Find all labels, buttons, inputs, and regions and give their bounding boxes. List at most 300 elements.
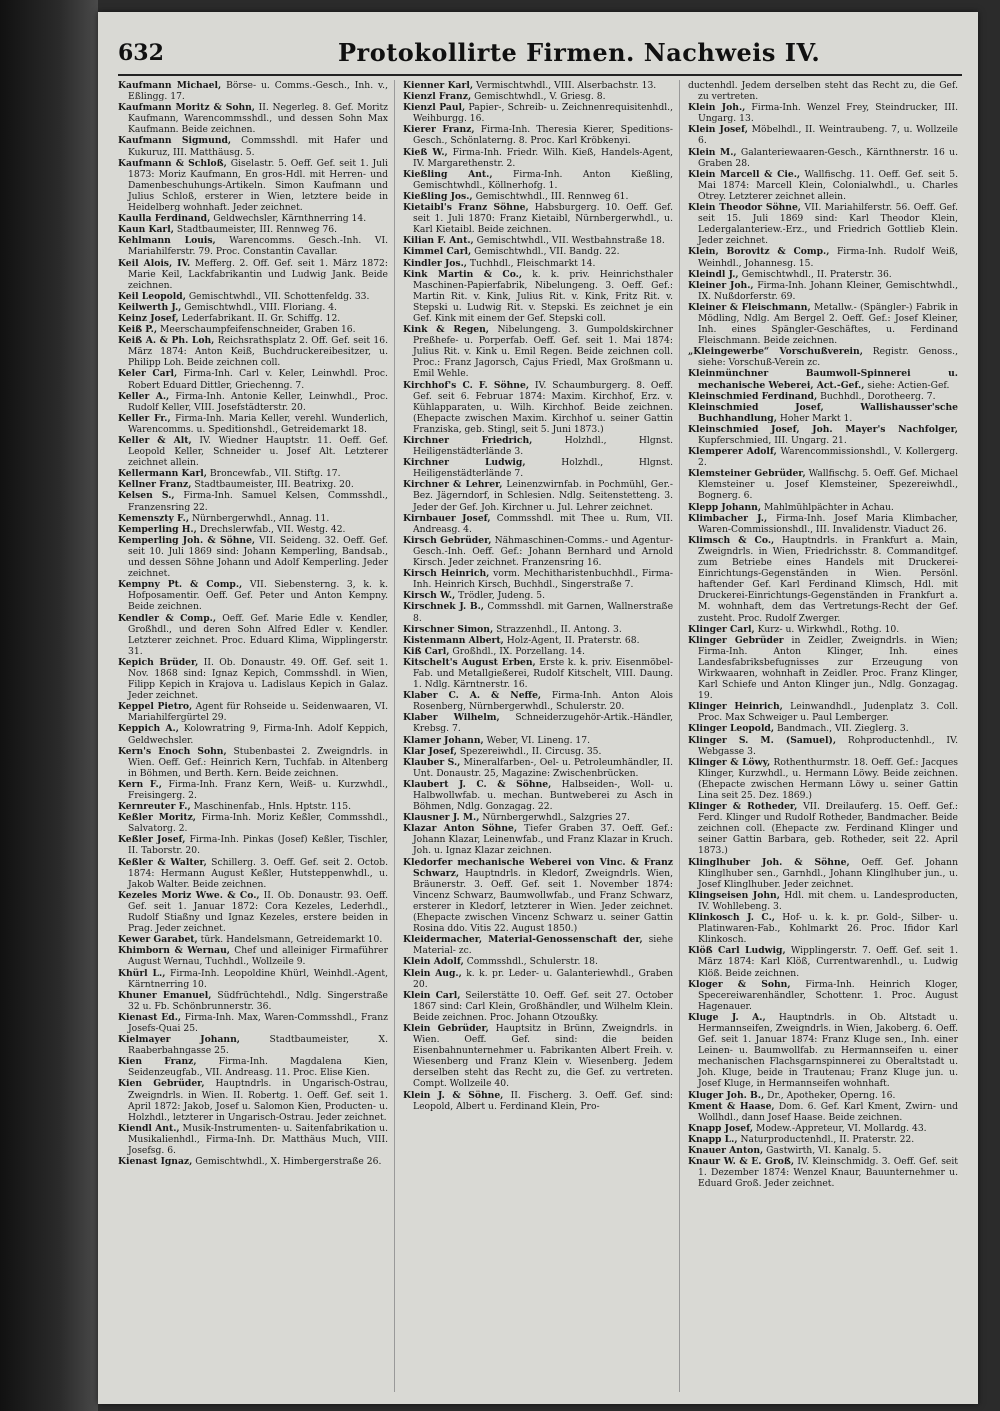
directory-entry (403, 712, 673, 734)
directory-entry (118, 613, 388, 657)
directory-entry (118, 524, 388, 535)
firm-details: Rohproductenhdl., IV. Webgasse 3. (698, 734, 958, 757)
firm-name: Kieß W., (403, 146, 448, 158)
firm-details: Musik-Instrumenten- u. Saitenfabrikation u. Musikalienhdl., Firma-Inh. Dr. Matthäus Much, VIII. Josefsg. 6. (128, 1122, 388, 1156)
firm-name: Kirchhof's C. F. Söhne, (403, 379, 530, 391)
firm-details: Meerschaumpfeifenschneider, Graben 16. (160, 324, 356, 336)
firm-details: Mahlmühlpächter in Achau. (763, 501, 894, 513)
firm-details: Stubenbastei 2. Zweigndrls. in Wien. Oeff. Gef.: Heinrich Kern, Tuchfab. in Altenberg in Böhmen, und Berth. Kern. Beide zeichnen. (128, 745, 389, 779)
firm-name: Kemperling H., (118, 523, 197, 535)
firm-name: Klein Aug., (403, 967, 462, 979)
firm-details: Möbelhdl., II. Weintraubeng. 7, u. Wollzeile 6. (698, 124, 958, 147)
firm-details: VII. Siebensterng. 3, k. k. Hofposamentir. Oeff. Gef. Peter und Anton Kempny. Beide zeichnen. (128, 579, 388, 613)
directory-entry (403, 479, 673, 512)
firm-details: Vermischtwhdl., VIII. Alserbachstr. 13. (475, 80, 657, 91)
directory-entry (403, 147, 673, 169)
directory-entry (688, 723, 958, 734)
firm-name: Kment & Haase, (688, 1100, 775, 1112)
directory-entry (403, 757, 673, 779)
firm-name: Kelsen S., (118, 490, 175, 502)
directory-entry (688, 1101, 958, 1123)
firm-details: Gemischtwhdl., X. Himbergerstraße 26. (195, 1156, 382, 1168)
firm-details: Commsshdl. mit Hafer und Kukuruz, III. Matthäusg. 5. (128, 135, 388, 158)
directory-entry (118, 746, 388, 779)
firm-details: Kurz- u. Wirkwhdl., Rothg. 10. (757, 623, 900, 635)
directory-entry (403, 169, 673, 191)
firm-name: Klaber Wilhelm, (403, 712, 500, 724)
firm-details: Stadtbaumeister, III. Rennweg 76. (176, 224, 337, 236)
directory-entry (403, 435, 673, 457)
firm-details: Südfrüchtehdl., Ndlg. Singerstraße 32 u. Fb. Schönbrunnerstr. 36. (128, 989, 388, 1012)
firm-details: Firma-Inh. Rudolf Weiß, Weinhdl., Johannesg. 15. (698, 246, 959, 269)
firm-details: Chef und alleiniger Firmaführer August Wernau, Tuchhdl., Wollzeile 9. (128, 945, 389, 968)
firm-name: Kellner Franz, (118, 479, 192, 491)
firm-name: Kirsch W., (403, 590, 456, 602)
directory-entry (118, 857, 388, 890)
firm-details: Geldwechsler, Kärnthnerring 14. (213, 213, 367, 225)
directory-entry (118, 102, 388, 135)
firm-name: Klein Adolf, (403, 956, 464, 968)
directory-entry (118, 468, 388, 479)
firm-name: Keil Leopold, (118, 290, 186, 302)
firm-name: Kirchner Friedrich, (403, 435, 533, 446)
directory-entry (688, 147, 958, 169)
directory-entry (688, 635, 958, 702)
firm-name: Klinger Heinrich, (688, 701, 783, 713)
firm-details: Firma-Inh. Antonie Keller, Leinwhdl., Proc. Rudolf Keller, VIII. Josefstädterstr. 20. (128, 390, 389, 413)
firm-details: Firma-Inh. Franz Kern, Weiß- u. Kurzwhdl., Freisingerg. 2. (128, 778, 389, 801)
firm-details: Habsburgerg. 10. Oeff. Gef. seit 1. Juli 1870: Franz Kietaibl, Nürnbergerwhdl., u. Karl Kietaibl. Beide zeichnen. (413, 202, 673, 236)
firm-details: Kolowratring 9, Firma-Inh. Adolf Keppich, Geldwechsler. (128, 723, 388, 746)
firm-details: Hauptndrls. in Ob. Altstadt u. Hermannseifen, Zweigndrls. in Wien, Jakoberg. 6. Oeff. Gef. seit 1. Januar 1874: Franz Kluge sen., Inh. einer Leinen- u. Baumwollfab. zu Hermannseifen u. einer mechanischen Flachsgarnspinnerei zu Oberaltstadt u. Joh. Kluge, beide in Trautenau; Franz Kluge jun. u. Josef Kluge, in Hermannseifen wohnhaft. (698, 1011, 958, 1090)
firm-details: Oeff. Gef. Johann Klinglhuber sen., Garnhdl., Johann Klinglhuber jun., u. Josef Klinglhuber. Jeder zeichnet. (698, 856, 958, 890)
firm-details: Hauptndrls. in Kledorf, Zweigndrls. Wien, Bräunerstr. 3. Oeff. Gef. seit 1. November 1874: Vincenz Schwarz, Baumwollwfab., und Franz Schwarz, ersterer in Kledorf, letzterer in Wien. Jeder zeichnet. (Ehepacte zwischen Vincenz Schwarz u. seiner Gattin Rosina ddo. Vitis 22. August 1850.) (413, 867, 673, 935)
firm-details: Nähmaschinen-Comms.- und Agentur-Gesch.-Inh. Oeff. Gef.: Johann Bernhard und Arnold Kirsch. Jeder zeichnet. Franzensring 16. (413, 534, 673, 569)
directory-entry (688, 102, 958, 124)
scan-background (0, 0, 98, 1411)
directory-entry (403, 857, 673, 935)
directory-entry (688, 513, 958, 535)
directory-entry (403, 990, 673, 1023)
firm-details: Hauptndrls. in Frankfurt a. Main, Zweigndrls. in Wien, Friedrichsstr. 8. Commanditgef. zum Betriebe eines Handels mit Druckerei-Einrichtungs-Gegenständen in Wien. Persönl. haftender Gef. Karl Ferdinand Klimsch, Hdl. mit Druckerei-Einrichtungs-Gegenständen in Frankfurt a. M. wohnhaft, dem das Vertretungs-Recht der Gef. zusteht. Proc. Rudolf Zwerger. (698, 534, 958, 624)
firm-name: Kemenszty F., (118, 512, 190, 524)
firm-details: VII. Dreilauferg. 15. Oeff. Gef.: Ferd. Klinger und Rudolf Rotheder, Bandmacher. Beide zeichnen coll. (Ehepacte zw. Ferdinand Klinger und seiner Gattin Barbara, geb. Rotheder, seit 22. April 1873.) (698, 801, 959, 857)
directory-entry (688, 535, 958, 624)
directory-entry (118, 479, 388, 490)
directory-entry (118, 1034, 388, 1056)
firm-name: Klein Carl, (403, 989, 461, 1001)
directory-entry (403, 657, 673, 690)
firm-details: Drechslerwfab., VII. Westg. 42. (199, 523, 346, 535)
directory-entry (688, 124, 958, 146)
firm-name: Kirchner Ludwig, (403, 457, 526, 469)
firm-details: Weber, VI. Lineng. 17. (486, 734, 591, 746)
directory-entry (118, 224, 388, 235)
directory-entry (403, 812, 673, 823)
firm-details: IV. Wiedner Hauptstr. 11. Oeff. Gef. Leopold Keller, Schneider u. Josef Alt. Letzterer zeichnet allein. (128, 435, 389, 469)
directory-entry (118, 490, 388, 512)
firm-details: Nürnbergerwhdl., Salzgries 27. (482, 812, 630, 824)
firm-details: Gemischtwhdl., VII. Schottenfeldg. 33. (188, 290, 370, 302)
firm-details: Firma-Inh. Maria Keller, verehl. Wunderlich, Warencomms. u. Speditionshdl., Getreidemarkt 18. (128, 412, 389, 435)
directory-entry (688, 402, 958, 424)
firm-details: Firma-Inh. Theresia Kierer, Speditions-Gesch., Schönlaterng. 8. Proc. Karl Kröbkenyi. (413, 124, 673, 147)
directory-entry (688, 801, 958, 856)
directory-entry (403, 258, 673, 269)
firm-name: Knapp Josef, (688, 1122, 754, 1134)
firm-details: Hauptsitz in Brünn, Zweigndrls. in Wien. Oeff. Gef. sind: die beiden Eisenbahnunternehmer u. Fabrikanten Albert Freih. v. Wiesenberg und Franz Klein v. Wiesenberg. Jedem derselben steht das Recht zu, die Gef. zu vertreten. Compt. Wollzeile 40. (413, 1022, 673, 1090)
directory-entry (688, 302, 958, 346)
directory-entry (118, 335, 388, 368)
directory-entry (403, 246, 673, 257)
directory-entry (118, 135, 388, 157)
firm-name: Klein Theodor Söhne, (688, 202, 802, 214)
directory-entry (403, 513, 673, 535)
firm-details: ductenhdl. Jedem derselben steht das Recht zu, die Gef. zu vertreten. (688, 80, 958, 103)
firm-name: Kleinmünchner Baumwoll-Spinnerei u. mechanische Weberei, Act.-Gef., (688, 368, 958, 391)
directory-entry (403, 191, 673, 202)
directory-entry (688, 280, 958, 302)
firm-name: Klimsch & Co., (688, 534, 775, 546)
directory-entry (403, 934, 673, 956)
directory-entry (403, 1090, 673, 1112)
directory-entry (118, 1012, 388, 1034)
firm-details: Firma-Inh. Leopoldine Khürl, Weinhdl.-Agent, Kärntnerring 10. (128, 967, 389, 990)
firm-name: „Kleingewerbe“ Vorschußverein, (688, 346, 863, 358)
firm-details: Dr., Apotheker, Operng. 16. (767, 1089, 896, 1101)
directory-entry (688, 502, 958, 513)
directory-entry (403, 1023, 673, 1090)
firm-name: Kluge J. A., (688, 1011, 766, 1023)
directory-entry (403, 124, 673, 146)
firm-details: Kupferschmied, III. Ungarg. 21. (698, 435, 847, 446)
firm-name: Klinger & Rotheder, (688, 801, 798, 813)
firm-details: Giselastr. 5. Oeff. Gef. seit 1. Juli 1873: Moriz Kaufmann, En gros-Hdl. mit Herren- und Damenbeschuhungs-Artikeln. Simon Kaufmann und Julius Schloß, ersterer in Wien, letztere beide in Heidelberg wohnhaft. Jeder zeichnet. (128, 157, 388, 214)
firm-details: Firma-Inh. Moriz Keßler, Commsshdl., Salvatorg. 2. (128, 812, 388, 835)
firm-name: Kirschner Simon, (403, 623, 494, 635)
firm-name: Kaufmann Sigmund, (118, 135, 232, 147)
firm-name: Klein M., (688, 146, 737, 158)
directory-entry (688, 391, 958, 402)
firm-name: Keppich A., (118, 723, 179, 735)
column-right (688, 80, 964, 1392)
directory-entry (688, 1134, 958, 1145)
firm-name: Klamer Johann, (403, 734, 484, 746)
firm-name: Khimborn & Wernau, (118, 945, 230, 957)
firm-name: Kießling Ant., (403, 168, 493, 180)
firm-details: Firma-Inh. Pinkas (Josef) Keßler, Tischler, II. Taborstr. 20. (128, 834, 389, 857)
column-middle (403, 80, 680, 1392)
directory-entry (403, 746, 673, 757)
firm-details: Holzhdl., Hlgnst. Heiligenstädterlände 3. (413, 435, 674, 458)
directory-entry (688, 80, 958, 102)
directory-entry (118, 968, 388, 990)
directory-entry (403, 601, 673, 623)
directory-entry (118, 1156, 388, 1167)
firm-details: Spezereiwhdl., II. Circusg. 35. (459, 745, 602, 757)
firm-details: k. k. pr. Leder- u. Galanteriewhdl., Graben 20. (413, 967, 673, 990)
firm-details: Rothenthurmstr. 18. Oeff. Gef.: Jacques Klinger, Kurzwhdl., u. Hermann Löwy. Beide zeichnen. (Ehepacte zwischen Hermann Löwy u. seiner Gattin Lina seit 25. Dez. 1869.) (698, 756, 958, 801)
firm-details: Tiefer Graben 37. Oeff. Gef.: Johann Klazar, Leinenwfab., und Franz Klazar in Kruch. Joh. u. Ignaz Klazar zeichnen. (413, 823, 673, 857)
directory-entry (118, 213, 388, 224)
directory-entry (688, 912, 958, 945)
directory-entry (118, 723, 388, 745)
firm-name: Keil Alois, IV. (118, 257, 191, 269)
firm-details: Erste k. k. priv. Eisenmöbel-Fab. und Metallgießerei, Rudolf Kitschelt, VIII. Daung. 1. Ndlg. Kärntnerstr. 16. (413, 656, 673, 691)
firm-details: Firma-Inh. Anton Kießling, Gemischtwhdl., Köllnerhofg. 1. (413, 168, 674, 191)
firm-details: Broncewfab., VII. Stiftg. 17. (209, 468, 341, 480)
firm-details: II. Ob. Donaustr. 49. Off. Gef. seit 1. Nov. 1868 sind: Ignaz Kepich, Commsshdl. in Wien, Filipp Kepich in Krajova u. Ladislaus Kepich in Galaz. Jeder zeichnet. (128, 656, 388, 702)
firm-name: Kienzl Paul, (403, 102, 466, 114)
firm-details: Tuchhdl., Fleischmarkt 14. (469, 257, 596, 269)
column-left (118, 80, 395, 1392)
directory-entry (688, 1145, 958, 1156)
directory-entry (118, 413, 388, 435)
directory-entry (403, 635, 673, 646)
firm-details: Gemischtwhdl., VII. Bandg. 22. (474, 246, 620, 258)
firm-details: Maschinenfab., Hnls. Hptstr. 115. (193, 801, 352, 813)
firm-name: Kirsch Heinrich, (403, 568, 490, 580)
firm-name: Klemsteiner Gebrüder, (688, 468, 806, 480)
firm-name: Keller & Alt, (118, 435, 192, 446)
firm-details: Firma-Inh. Max, Waren-Commsshdl., Franz Josefs-Quai 25. (128, 1011, 388, 1034)
firm-name: Kaulla Ferdinand, (118, 213, 211, 225)
firm-details: siehe Material- zc. (413, 934, 674, 957)
directory-entry (688, 890, 958, 912)
directory-entry (118, 235, 388, 257)
directory-entry (688, 269, 958, 280)
firm-name: Kierer Franz, (403, 124, 475, 136)
firm-name: Kepich Brüder, (118, 656, 199, 668)
firm-details: vorm. Mechitharistenbuchhdl., Firma-Inh. Heinrich Kirsch, Buchhdl., Singerstraße 7. (413, 568, 673, 591)
firm-name: Knauer Anton, (688, 1145, 764, 1156)
firm-details: Firma-Inh. Johann Kleiner, Gemischtwhdl., IX. Nußdorferstr. 69. (698, 279, 959, 302)
directory-entry (403, 568, 673, 590)
directory-entry (688, 1156, 958, 1189)
directory-entry (403, 269, 673, 324)
page-header (118, 34, 962, 76)
firm-name: Kleinschmied Josef, Wallishausser'sche Buchhandlung, (688, 401, 958, 424)
firm-name: Kaufmann Moritz & Sohn, (118, 102, 256, 114)
firm-details: Schneiderzugehör-Artik.-Händler, Krebsg. 7. (413, 712, 673, 735)
directory-entry (403, 102, 673, 124)
firm-name: Kien Gebrüder, (118, 1078, 205, 1090)
firm-details: Gemischtwhdl., VIII. Floriang. 4. (184, 301, 337, 313)
directory-entry (688, 701, 958, 723)
firm-details: k. k. priv. Heinrichsthaler Maschinen-Papierfabrik, Nibelungeng. 3. Oeff. Gef.: Martin Rit. v. Kink, Julius Rit. v. Kink, Fritz Rit. v. Stepski u. Ludwig Rit. v. Stepski. Es zeichnet je ein Gef. Kink mit einem der Gef. Stepski coll. (413, 268, 674, 324)
directory-entry (403, 91, 673, 102)
directory-entry (118, 1123, 388, 1156)
directory-entry (688, 468, 958, 501)
firm-details: Commsshdl. mit Garnen, Wallnerstraße 8. (413, 601, 674, 624)
directory-entry (118, 535, 388, 579)
directory-entry (403, 690, 673, 712)
firm-name: Kleiner & Fleischmann, (688, 301, 811, 313)
firm-name: Kimmel Carl, (403, 246, 472, 258)
firm-name: Klauber S., (403, 756, 461, 768)
firm-details: Metallw.- (Spängler-) Fabrik in Mödling, Ndlg. Am Bergel 2. Oeff. Gef.: Josef Kleiner, Inh. eines Spängler-Geschäftes, u. Ferdinand Fleischmann. Beide zeichnen. (698, 301, 958, 347)
directory-entry (688, 1090, 958, 1101)
firm-details: Galanteriewaaren-Gesch., Kärnthnerstr. 16 u. Graben 28. (698, 146, 959, 169)
firm-name: Klepp Johann, (688, 501, 762, 513)
directory-entry (403, 735, 673, 746)
firm-details: Firma-Inh. Anton Alois Rosenberg, Nürnbergerwhdl., Schulerstr. 20. (413, 690, 673, 713)
firm-details: Leinwandhdl., Judenplatz 3. Coll. Proc. Max Schweiger u. Paul Lemberger. (698, 701, 958, 724)
firm-name: Klingseisen John, (688, 889, 780, 901)
firm-name: Kaufmann Michael, (118, 80, 222, 91)
firm-name: Klaubert J. C. & Söhne, (403, 778, 552, 790)
firm-details: Naturproductenhdl., II. Praterstr. 22. (740, 1133, 915, 1145)
directory-entry (118, 579, 388, 612)
firm-details: Hdl. mit chem. u. Landesproducten, IV. Wohllebeng. 3. (698, 889, 958, 912)
firm-name: Knapp L., (688, 1133, 738, 1145)
firm-details: Dom. 6. Gef. Karl Kment, Zwirn- und Wollhdl., dann Josef Haase. Beide zeichnen. (698, 1100, 959, 1123)
firm-details: IV. Schaumburgerg. 8. Oeff. Gef. seit 6. Februar 1874: Maxim. Kirchhof, Erz. v. Kühlapparaten, u. Wilh. Kirchhof. Beide zeichnen. (Ehepacte zwischen Maxim. Kirchhof u. seiner Gattin Franziska, geb. Stingl, seit 5. Juni 1873.) (413, 379, 674, 435)
firm-name: Klein Joh., (688, 102, 746, 114)
firm-name: Kitschelt's August Erben, (403, 656, 536, 668)
firm-name: Khuner Emanuel, (118, 989, 212, 1001)
firm-name: Keiß P., (118, 324, 158, 336)
firm-name: Kink Martin & Co., (403, 268, 523, 280)
directory-entry (118, 779, 388, 801)
firm-details: VII. Seideng. 32. Oeff. Gef. seit 10. Juli 1869 sind: Johann Kemperling, Bandsab., und dessen Söhne Johann und Adolf Kemperling. Jeder zeichnet. (128, 534, 388, 580)
firm-name: Klimbacher J., (688, 512, 768, 524)
firm-details: Buchhdl., Dorotheerg. 7. (820, 390, 936, 402)
firm-name: Klinger Gebrüder (688, 634, 784, 646)
firm-details: Firma-Inh. Friedr. Wilh. Kieß, Handels-Agent, IV. Margarethenstr. 2. (413, 146, 673, 169)
firm-name: Kienner Karl, (403, 80, 474, 91)
firm-details: Firma-Inh. Heinrich Kloger, Specereiwarenhändler, Schottenr. 1. Proc. August Hagenauer. (698, 978, 959, 1012)
firm-details: Firma-Inh. Wenzel Frey, Steindrucker, III. Ungarg. 13. (698, 102, 959, 125)
directory-entry (118, 801, 388, 812)
firm-details: Seilerstätte 10. Oeff. Gef. seit 27. October 1867 sind: Carl Klein, Großhändler, und Wilhelm Klein. Beide zeichnen. Proc. Johann Otzoußky. (413, 989, 674, 1023)
firm-name: Kleindl J., (688, 268, 739, 280)
text-columns (118, 80, 964, 1392)
firm-details: Firma-Inh. Magdalena Kien, Seidenzeugfab., VII. Andreasg. 11. Proc. Elise Kien. (128, 1056, 389, 1079)
firm-details: Stadtbaumeister, X. Raaberbahngasse 25. (128, 1034, 389, 1057)
firm-details: Großhdl., IX. Porzellang. 14. (452, 645, 585, 657)
firm-name: Keppel Pietro, (118, 701, 193, 713)
firm-name: Kilian F. Ant., (403, 235, 474, 247)
firm-name: Kehlmann Louis, (118, 235, 216, 247)
firm-details: Firma-Inh. Samuel Kelsen, Commsshdl., Franzensring 22. (128, 490, 388, 513)
directory-entry (403, 956, 673, 967)
directory-entry (688, 979, 958, 1012)
firm-details: Nürnbergerwhdl., Annag. 11. (191, 512, 330, 524)
firm-name: Keinz Josef, (118, 312, 179, 324)
firm-name: Kellermann Karl, (118, 468, 207, 480)
firm-details: Gemischtwhdl., V. Griesg. 8. (474, 91, 606, 103)
firm-name: Kistenmann Albert, (403, 634, 504, 646)
directory-entry (403, 80, 673, 91)
firm-name: Kietaibl's Franz Söhne, (403, 202, 529, 214)
firm-name: Kirnbauer Josef, (403, 512, 491, 524)
firm-name: Kempny Pt. & Comp., (118, 579, 243, 591)
directory-entry (688, 945, 958, 978)
firm-details: Mefferg. 2. Off. Gef. seit 1. März 1872: Marie Keil, Lackfabrikantin und Ludwig Jank. Beide zeichnen. (128, 257, 388, 291)
firm-details: Commsshdl. mit Thee u. Rum, VII. Andreasg. 4. (413, 512, 673, 535)
directory-entry (688, 368, 958, 390)
directory-entry (688, 624, 958, 635)
firm-name: Kloger & Sohn, (688, 978, 791, 990)
firm-name: Klinger S. M. (Samuel), (688, 734, 837, 746)
directory-entry (118, 934, 388, 945)
firm-name: Kielmayer Johann, (118, 1034, 240, 1046)
firm-details: Firma-Inh. Josef Maria Klimbacher, Waren-Commissionshdl., III. Invalidenstr. Viaduct 26. (698, 512, 958, 535)
directory-entry (688, 446, 958, 468)
firm-name: Klinglhuber Joh. & Söhne, (688, 856, 850, 868)
firm-details: Wallfischg. 5. Oeff. Gef. Michael Klemsteiner u. Josef Klemsteiner, Spezereiwhdl., Bognerg. 6. (698, 468, 959, 502)
firm-name: Klaber C. A. & Neffe, (403, 690, 542, 702)
firm-details: Holzhdl., Hlgnst. Heiligenstädterlände 7. (413, 457, 674, 480)
firm-name: Kienast Ignaz, (118, 1156, 193, 1168)
firm-name: Klein, Borovitz & Comp., (688, 246, 830, 258)
firm-name: Klemperer Adolf, (688, 446, 777, 458)
directory-entry (688, 424, 958, 446)
firm-name: Kink & Regen, (403, 324, 489, 336)
firm-details: II. Negerleg. 8. Gef. Moritz Kaufmann, Warencommsshdl., und dessen Sohn Max Kaufmann. Beide zeichnen. (128, 102, 389, 136)
firm-name: Kleidermacher, Material-Genossenschaft der, (403, 934, 643, 946)
firm-name: Kewer Garabet, (118, 934, 198, 946)
firm-details: Gemischtwhdl., II. Praterstr. 36. (741, 268, 892, 280)
directory-entry (118, 812, 388, 834)
firm-details: Modew.-Appreteur, VI. Mollardg. 43. (756, 1122, 927, 1134)
firm-name: Kendler & Comp., (118, 612, 217, 624)
firm-name: Kiendl Ant., (118, 1122, 180, 1134)
firm-name: Kleinschmied Josef, Joh. Mayer's Nachfolger, (688, 423, 958, 435)
firm-name: Kleiner Joh., (688, 279, 754, 291)
firm-name: Klinger Leopold, (688, 723, 775, 735)
firm-details: Mineralfarben-, Oel- u. Petroleumhändler, II. Unt. Donaustr. 25, Magazine: Zwischenbrücken. (413, 756, 673, 779)
firm-name: Kienast Ed., (118, 1011, 182, 1023)
firm-details: IV. Kleinschmidg. 3. Oeff. Gef. seit 1. Dezember 1874: Wenzel Knaur, Bauunternehmer u. Eduard Groß. Jeder zeichnet. (698, 1156, 959, 1190)
directory-entry (403, 202, 673, 235)
firm-name: Kien Franz, (118, 1056, 197, 1068)
firm-details: Holz-Agent, II. Praterstr. 68. (506, 634, 640, 646)
firm-name: Klein Gebrüder, (403, 1022, 489, 1034)
firm-details: Schillerg. 3. Oeff. Gef. seit 2. Octob. 1874: Hermann August Keßler, Hutsteppenwhdl., u. Jakob Walter. Beide zeichnen. (128, 856, 389, 890)
firm-details: Warencomms. Gesch.-Inh. VI. Mariahilferstr. 79. Proc. Constantin Cavallar. (128, 235, 388, 258)
firm-details: Nibelungeng. 3. Gumpoldskirchner Preßhefe- u. Porperfab. Oeff. Gef. seit 1. Mai 1874: Julius Rit. v. Kink u. Emil Regen. Beide zeichnen coll. Proc.: Franz Jagorsch, Cajus Friedl, Max Großmann u. Emil Wehle. (413, 324, 673, 380)
firm-name: Kernreuter F., (118, 801, 191, 813)
firm-name: Keler Carl, (118, 368, 178, 380)
directory-entry (688, 1012, 958, 1090)
firm-details: Gemischtwhdl., III. Rennweg 61. (475, 190, 629, 202)
directory-entry (403, 324, 673, 379)
firm-name: Kezeles Moriz Wwe. & Co., (118, 889, 260, 901)
firm-name: Kirchner & Lehrer, (403, 479, 503, 491)
firm-name: Klinkosch J. C., (688, 912, 775, 924)
directory-entry (403, 590, 673, 601)
firm-name: Kiß Carl, (403, 645, 450, 657)
page-number: 632 (118, 40, 164, 66)
firm-details: II. Ob. Donaustr. 93. Oeff. Gef. seit 1. Januar 1872: Cora Kezeles, Lederhdl., Rudolf Stiaßny und Ignaz Kezeles, erstere beiden in Prag. Jeder zeichnet. (128, 889, 388, 935)
directory-entry (403, 457, 673, 479)
firm-details: Hoher Markt 1. (779, 412, 853, 424)
firm-name: Keßler Josef, (118, 834, 186, 846)
directory-entry (118, 1078, 388, 1122)
firm-details: Strazzenhdl., II. Antong. 3. (496, 623, 622, 635)
firm-name: Keller A., (118, 390, 170, 402)
firm-name: Kaun Karl, (118, 224, 174, 236)
firm-name: Klazar Anton Söhne, (403, 823, 518, 835)
firm-details: Leinenzwirnfab. in Pochmühl, Ger.-Bez. Jägerndorf, in Schlesien. Ndlg. Seitenstetteng. 3. Jeder der Gef. Joh. Kirchner u. Jul. Lehrer zeichnet. (413, 479, 673, 513)
firm-details: Agent für Rohseide u. Seidenwaaren, VI. Mariahilfergürtel 29. (128, 701, 389, 724)
firm-details: Lederfabrikant. II. Gr. Schiffg. 12. (181, 312, 341, 324)
directory-entry (118, 313, 388, 324)
firm-name: Keßler & Walter, (118, 856, 207, 868)
firm-name: Knaur W. & E. Groß, (688, 1156, 795, 1168)
